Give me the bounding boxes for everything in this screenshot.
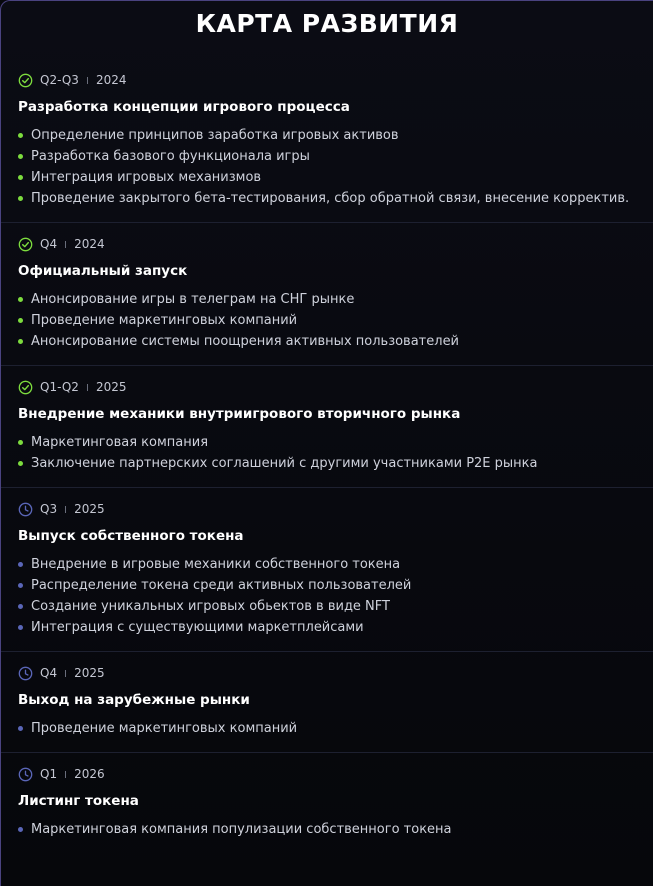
phase-header: [18, 765, 105, 783]
task-list: [18, 289, 459, 352]
bullet-dot-icon: [18, 625, 23, 630]
task-item: [18, 167, 629, 188]
task-text: Распределение токена среди активных пользователей: [31, 578, 412, 593]
task-item: [18, 289, 459, 310]
phase-quarter: Q4: [40, 237, 58, 251]
bullet-dot-icon: [18, 133, 23, 138]
phase-title: Разработка концепции игрового процесса: [18, 99, 350, 115]
separator: [87, 77, 88, 84]
task-text: Проведение маркетинговых компаний: [31, 721, 298, 736]
task-item: [18, 554, 411, 575]
phase-year: 2025: [74, 666, 105, 680]
phase-divider: [1, 651, 653, 652]
bullet-dot-icon: [18, 604, 23, 609]
task-list: [18, 718, 297, 739]
task-item: [18, 575, 411, 596]
task-text: Разработка базового функционала игры: [31, 149, 310, 164]
phase-year: 2024: [74, 237, 105, 251]
task-list: [18, 554, 411, 638]
clock-icon: [18, 767, 33, 782]
task-text: Интеграция с существующими маркетплейсами: [31, 620, 364, 635]
task-list: [18, 819, 452, 840]
task-text: Внедрение в игровые механики собственного токена: [31, 557, 401, 572]
task-item: [18, 596, 411, 617]
clock-icon: [18, 502, 33, 517]
task-text: Анонсирование системы поощрения активных пользователей: [31, 334, 460, 349]
phase-title: Листинг токена: [18, 793, 139, 809]
bullet-dot-icon: [18, 339, 23, 344]
phase-divider: [1, 487, 653, 488]
phase-header: [18, 378, 126, 396]
bullet-dot-icon: [18, 562, 23, 567]
task-item: [18, 617, 411, 638]
page-title: КАРТА РАЗВИТИЯ: [195, 9, 459, 38]
task-text: Проведение закрытого бета-тестирования, сбор обратной связи, внесение корректив.: [31, 191, 630, 206]
bullet-dot-icon: [18, 583, 23, 588]
task-item: [18, 310, 459, 331]
phase-divider: [1, 365, 653, 366]
phase-year: 2025: [74, 502, 105, 516]
separator: [65, 771, 66, 778]
phase-header: [18, 235, 105, 253]
phase-divider: [1, 752, 653, 753]
bullet-dot-icon: [18, 827, 23, 832]
phase-quarter: Q1-Q2: [40, 380, 79, 394]
bullet-dot-icon: [18, 726, 23, 731]
bullet-dot-icon: [18, 154, 23, 159]
task-text: Интеграция игровых механизмов: [31, 170, 262, 185]
phase-header: [18, 500, 105, 518]
phase-quarter: Q3: [40, 502, 58, 516]
phase-header: [18, 664, 105, 682]
phase-title: Внедрение механики внутриигрового вторичного рынка: [18, 406, 461, 422]
check-circle-icon: [18, 237, 33, 252]
phase-title: Выпуск собственного токена: [18, 528, 244, 544]
bullet-dot-icon: [18, 175, 23, 180]
check-circle-icon: [18, 380, 33, 395]
bullet-dot-icon: [18, 318, 23, 323]
bullet-dot-icon: [18, 461, 23, 466]
phase-quarter: Q1: [40, 767, 58, 781]
clock-icon: [18, 666, 33, 681]
phase-year: 2025: [95, 380, 127, 394]
phase-divider: [1, 222, 653, 223]
task-text: Определение принципов заработка игровых активов: [31, 128, 399, 143]
separator: [87, 384, 88, 391]
task-text: Анонсирование игры в телеграм на СНГ рынке: [31, 292, 355, 307]
task-text: Создание уникальных игровых обьектов в виде NFT: [31, 599, 390, 614]
task-item: [18, 432, 538, 453]
task-item: [18, 331, 459, 352]
separator: [65, 241, 66, 248]
bullet-dot-icon: [18, 196, 23, 201]
phase-year: 2024: [95, 73, 127, 87]
check-circle-icon: [18, 73, 33, 88]
bullet-dot-icon: [18, 440, 23, 445]
task-item: [18, 819, 452, 840]
phase-quarter: Q4: [40, 666, 58, 680]
phase-quarter: Q2-Q3: [40, 73, 79, 87]
phase-year: 2026: [74, 767, 105, 781]
task-list: [18, 125, 629, 209]
phase-header: [18, 71, 126, 89]
bullet-dot-icon: [18, 297, 23, 302]
task-text: Проведение маркетинговых компаний: [31, 313, 298, 328]
task-item: [18, 718, 297, 739]
task-text: Маркетинговая компания: [31, 435, 209, 450]
task-list: [18, 432, 538, 474]
task-text: Заключение партнерских соглашений с другими участниками P2E рынка: [31, 456, 538, 471]
task-item: [18, 453, 538, 474]
separator: [65, 670, 66, 677]
separator: [65, 506, 66, 513]
task-item: [18, 146, 629, 167]
task-item: [18, 125, 629, 146]
phase-title: Официальный запуск: [18, 263, 188, 279]
task-text: Маркетинговая компания популизации собственного токена: [31, 822, 452, 837]
task-item: [18, 188, 629, 209]
phase-title: Выход на зарубежные рынки: [18, 692, 250, 708]
